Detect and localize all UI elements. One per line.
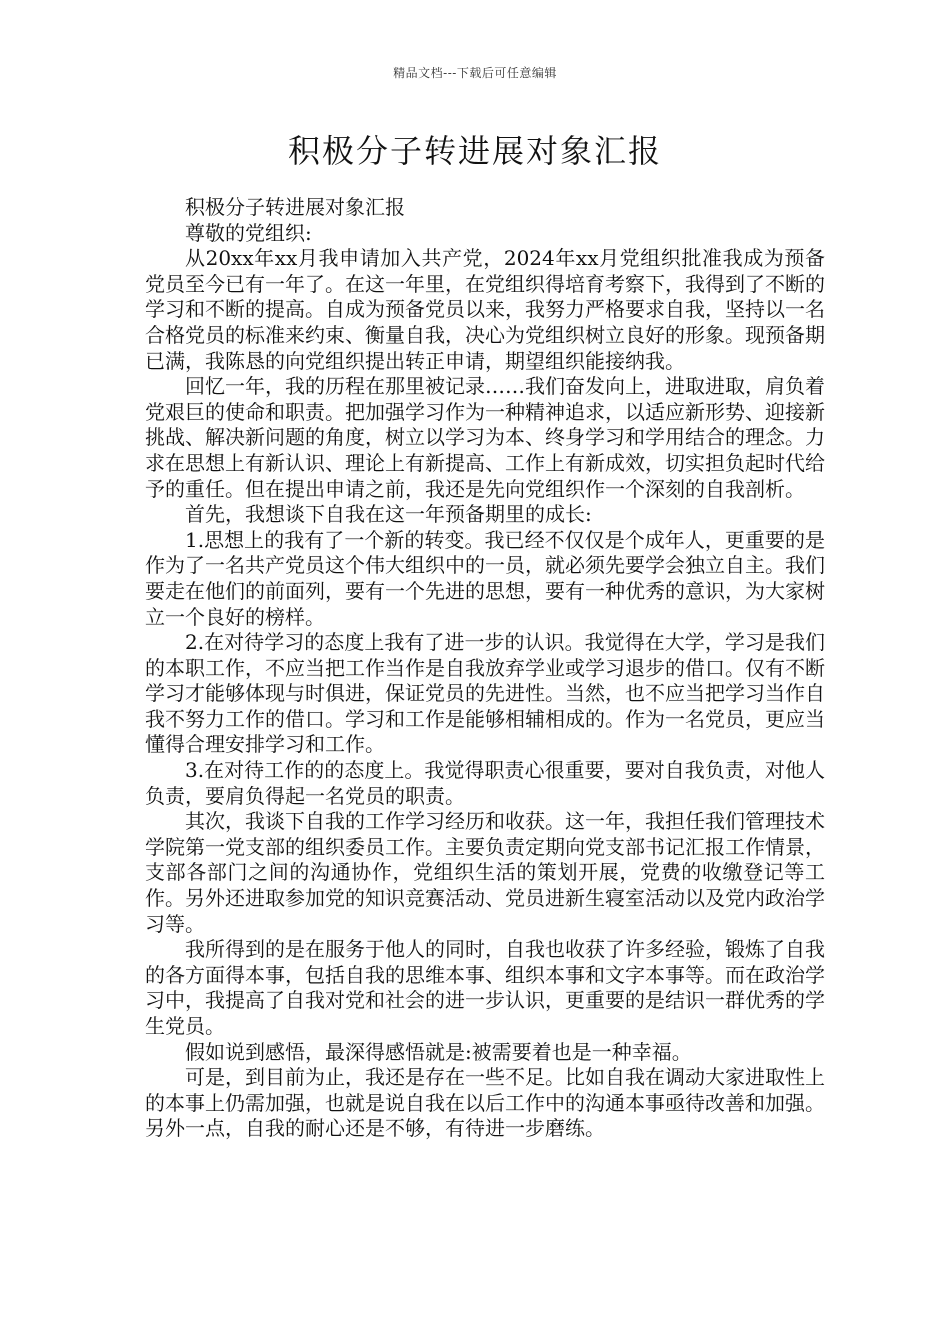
- document-body: [145, 195, 825, 1142]
- body-paragraph: 首先，我想谈下自我在这一年预备期里的成长:: [185, 502, 592, 527]
- body-paragraph: 可是，到目前为止，我还是存在一些不足。比如自我在调动大家进取性上的本事上仍需加强，也就是说自我在以后工作中的沟通本事亟待改善和加强。另外一点，自我的耐心还是不够，有待进一步磨练。: [145, 1065, 825, 1141]
- salutation-paragraph: 尊敬的党组织:: [185, 220, 312, 245]
- list-item-paragraph: 3.在对待工作的的态度上。我觉得职责心很重要，要对自我负责，对他人负责，要肩负得起一名党员的职责。: [145, 758, 825, 808]
- list-item-paragraph: 2.在对待学习的态度上我有了进一步的认识。我觉得在大学，学习是我们的本职工作，不应当把工作当作是自我放弃学业或学习退步的借口。仅有不断学习才能够体现与时俱进，保证党员的先进性。当然，也不应当把学习当作自我不努力工作的借口。学习和工作是能够相辅相成的。作为一名党员，更应当懂得合理安排学习和工作。: [145, 630, 825, 757]
- body-paragraph: 我所得到的是在服务于他人的同时，自我也收获了许多经验，锻炼了自我的各方面得本事，包括自我的思维本事、组织本事和文字本事等。而在政治学习中，我提高了自我对党和社会的进一步认识，更重要的是结识一群优秀的学生党员。: [145, 937, 825, 1038]
- body-paragraph: 假如说到感悟，最深得感悟就是:被需要着也是一种幸福。: [185, 1039, 692, 1064]
- subtitle-paragraph: 积极分子转进展对象汇报: [185, 195, 405, 219]
- body-paragraph: 回忆一年，我的历程在那里被记录……我们奋发向上，进取进取，肩负着党艰巨的使命和职责。把加强学习作为一种精神追求，以适应新形势、迎接新挑战、解决新问题的角度，树立以学习为本、终身学习和学用结合的理念。力求在思想上有新认识、理论上有新提高、工作上有新成效，切实担负起时代给予的重任。但在提出申请之前，我还是先向党组织作一个深刻的自我剖析。: [145, 374, 825, 501]
- page-header: 精品文档---下载后可任意编辑: [393, 66, 557, 80]
- list-item-paragraph: 1.思想上的我有了一个新的转变。我已经不仅仅是个成年人，更重要的是作为了一名共产党员这个伟大组织中的一员，就必须先要学会独立自主。我们要走在他们的前面列，要有一个先进的思想，要有一种优秀的意识，为大家树立一个良好的榜样。: [145, 527, 825, 629]
- body-paragraph: 从20xx年xx月我申请加入共产党，2024年xx月党组织批准我成为预备党员至今已有一年了。在这一年里，在党组织得培育考察下，我得到了不断的学习和不断的提高。自成为预备党员以来，我努力严格要求自我，坚持以一名合格党员的标准来约束、衡量自我，决心为党组织树立良好的形象。现预备期已满，我陈恳的向党组织提出转正申请，期望组织能接纳我。: [145, 246, 825, 373]
- body-paragraph: 其次，我谈下自我的工作学习经历和收获。这一年，我担任我们管理技术学院第一党支部的组织委员工作。主要负责定期向党支部书记汇报工作情景，支部各部门之间的沟通协作，党组织生活的策划开展，党费的收缴登记等工作。另外还进取参加党的知识竞赛活动、党员进新生寝室活动以及党内政治学习等。: [145, 809, 825, 936]
- document-title: 积极分子转进展对象汇报: [287, 132, 662, 170]
